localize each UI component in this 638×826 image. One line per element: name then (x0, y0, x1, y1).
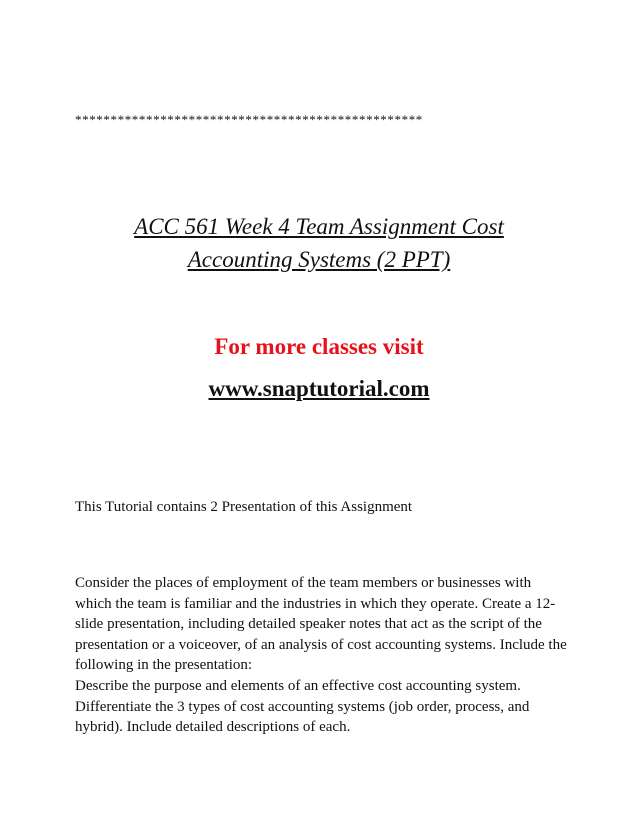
asterisk-separator: ************************************************* (75, 112, 423, 127)
assignment-description (75, 573, 567, 738)
description-paragraph-2: Describe the purpose and elements of an effective cost accounting system. (75, 677, 521, 694)
title-line-1: ACC 561 Week 4 Team Assignment Cost (134, 214, 504, 239)
tutorial-intro: This Tutorial contains 2 Presentation of this Assignment (75, 499, 413, 515)
title-line-2: Accounting Systems (2 PPT) (187, 247, 451, 272)
description-paragraph-1: Consider the places of employment of the team members or businesses with which the team is familiar and the industries in which they operate. Create a 12-slide presentation, including detailed speaker notes that act as the script of the presentation or a voiceover, of an analysis of cost accounting systems. Include the following in the presentation: (75, 575, 567, 674)
document-title (60, 210, 578, 276)
website-link[interactable]: www.snaptutorial.com (208, 376, 430, 401)
description-paragraph-3: Differentiate the 3 types of cost accounting systems (job order, process, and hybrid). Include detailed descriptions of each. (75, 698, 530, 736)
visit-heading: For more classes visit (214, 334, 424, 359)
